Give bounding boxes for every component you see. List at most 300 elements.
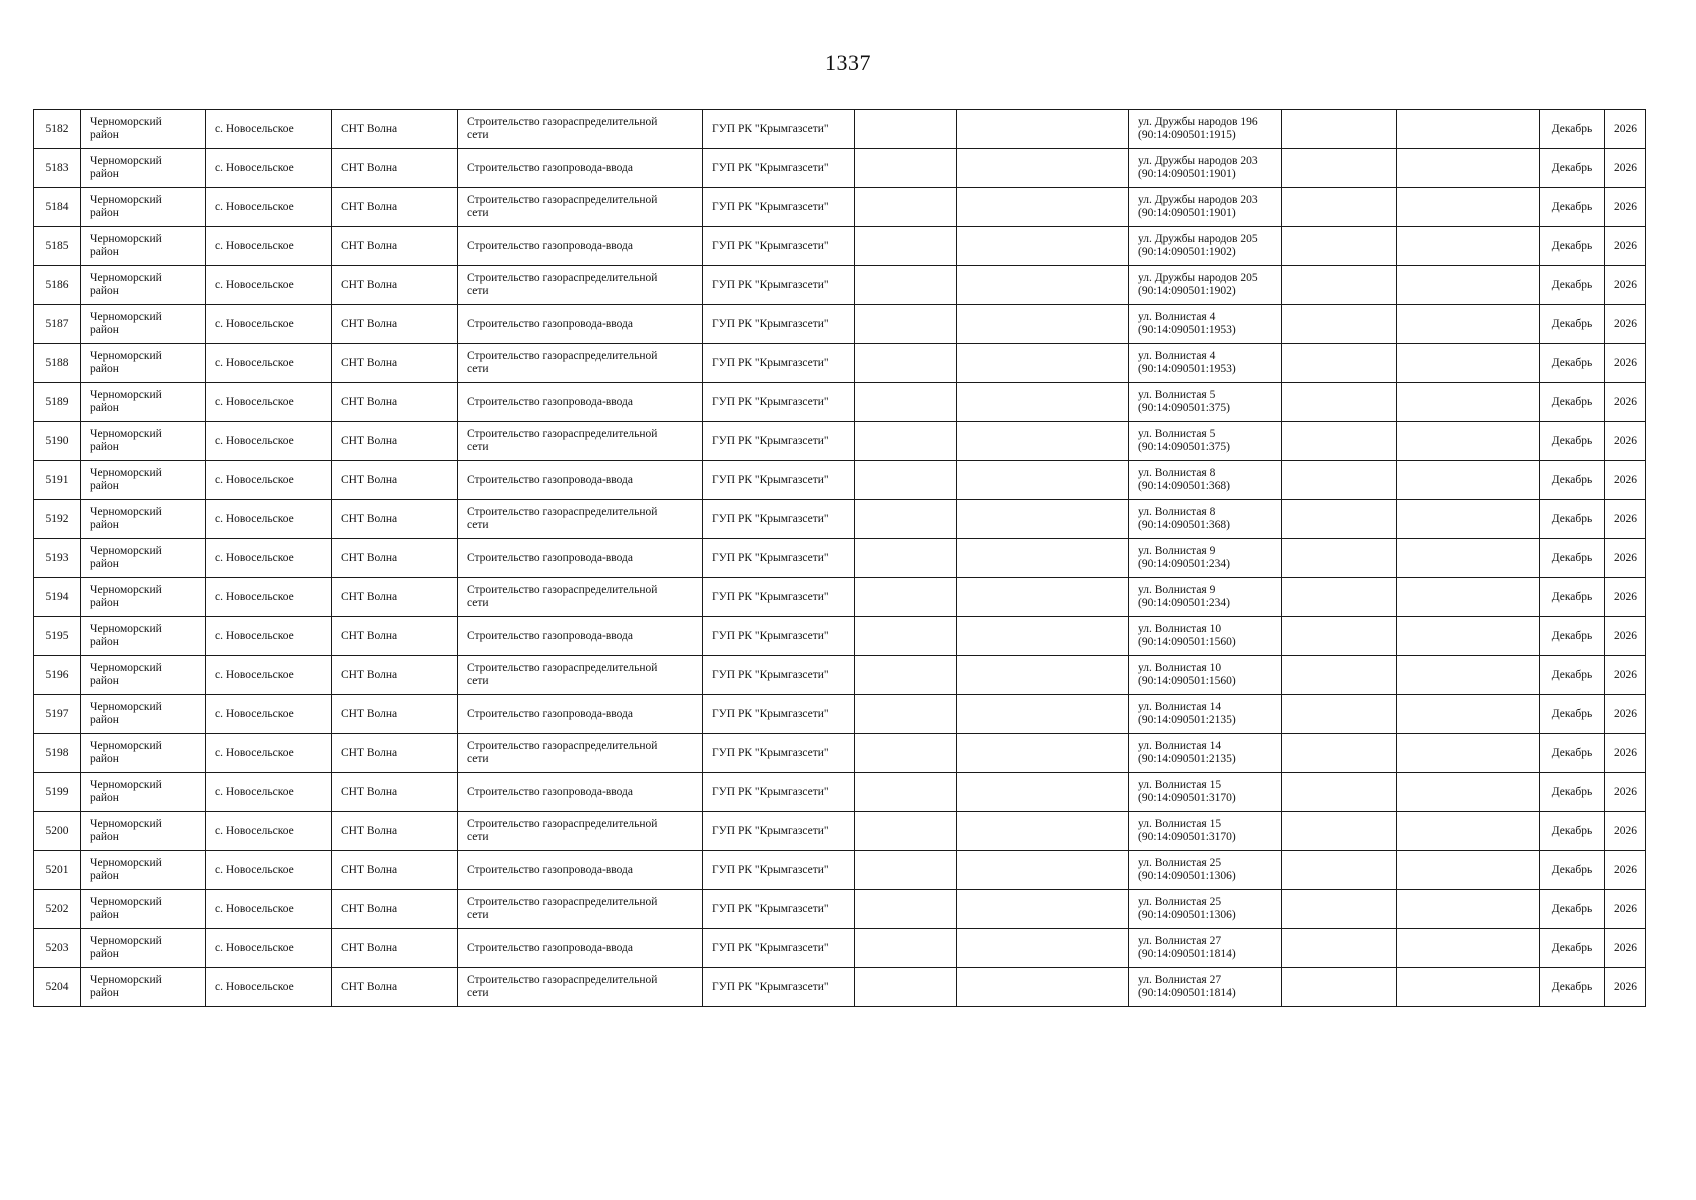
village-cell: с. Новосельское (206, 968, 332, 1007)
work-type-cell (458, 851, 703, 890)
empty-cell (1397, 695, 1540, 734)
empty-cell (855, 695, 957, 734)
empty-cell (957, 188, 1129, 227)
empty-cell (1282, 422, 1397, 461)
row-number-cell: 5185 (34, 227, 81, 266)
work-type-cell-line: Строительство газораспределительной (467, 116, 658, 128)
work-type-cell (458, 383, 703, 422)
village-cell: с. Новосельское (206, 422, 332, 461)
organization-cell: ГУП РК "Крымгазсети" (703, 383, 855, 422)
year-cell: 2026 (1605, 617, 1646, 656)
work-type-cell (458, 656, 703, 695)
district-cell-line: район (90, 675, 119, 687)
address-cell-line: (90:14:090501:3170) (1138, 831, 1236, 843)
snt-cell: СНТ Волна (332, 305, 458, 344)
address-cell-line: ул. Волнистая 8 (1138, 467, 1216, 479)
empty-cell (1282, 227, 1397, 266)
address-cell (1129, 461, 1282, 500)
empty-cell (1397, 500, 1540, 539)
district-cell-line: район (90, 441, 119, 453)
address-cell-line: (90:14:090501:234) (1138, 558, 1230, 570)
snt-cell: СНТ Волна (332, 344, 458, 383)
work-type-cell (458, 500, 703, 539)
address-cell-line: ул. Дружбы народов 203 (1138, 155, 1258, 167)
district-cell (81, 617, 206, 656)
village-cell: с. Новосельское (206, 890, 332, 929)
address-cell-line: (90:14:090501:1306) (1138, 870, 1236, 882)
work-type-cell-line: Строительство газораспределительной (467, 974, 658, 986)
row-number-cell: 5196 (34, 656, 81, 695)
address-cell (1129, 539, 1282, 578)
empty-cell (957, 734, 1129, 773)
month-cell: Декабрь (1540, 305, 1605, 344)
organization-cell: ГУП РК "Крымгазсети" (703, 890, 855, 929)
month-cell: Декабрь (1540, 578, 1605, 617)
work-type-cell-line: сети (467, 909, 489, 921)
organization-cell: ГУП РК "Крымгазсети" (703, 500, 855, 539)
organization-cell: ГУП РК "Крымгазсети" (703, 734, 855, 773)
district-cell-line: район (90, 168, 119, 180)
district-cell-line: район (90, 948, 119, 960)
empty-cell (957, 617, 1129, 656)
empty-cell (1397, 149, 1540, 188)
empty-cell (1397, 461, 1540, 500)
address-cell (1129, 149, 1282, 188)
address-cell-line: (90:14:090501:375) (1138, 402, 1230, 414)
village-cell: с. Новосельское (206, 227, 332, 266)
row-number-cell: 5199 (34, 773, 81, 812)
address-cell (1129, 968, 1282, 1007)
address-cell-line: (90:14:090501:375) (1138, 441, 1230, 453)
district-cell-line: район (90, 246, 119, 258)
row-number-cell: 5194 (34, 578, 81, 617)
month-cell: Декабрь (1540, 500, 1605, 539)
year-cell: 2026 (1605, 344, 1646, 383)
row-number-cell: 5189 (34, 383, 81, 422)
empty-cell (1282, 266, 1397, 305)
address-cell-line: (90:14:090501:1306) (1138, 909, 1236, 921)
empty-cell (1282, 500, 1397, 539)
address-cell-line: ул. Волнистая 8 (1138, 506, 1216, 518)
address-cell (1129, 617, 1282, 656)
work-type-cell-line: сети (467, 987, 489, 999)
empty-cell (1282, 305, 1397, 344)
district-cell-line: Черноморский (90, 194, 162, 206)
empty-cell (855, 851, 957, 890)
district-cell (81, 656, 206, 695)
village-cell: с. Новосельское (206, 656, 332, 695)
address-cell-line: ул. Волнистая 10 (1138, 623, 1222, 635)
district-cell-line: Черноморский (90, 584, 162, 596)
organization-cell: ГУП РК "Крымгазсети" (703, 539, 855, 578)
address-cell (1129, 695, 1282, 734)
month-cell: Декабрь (1540, 812, 1605, 851)
year-cell: 2026 (1605, 734, 1646, 773)
table-row (34, 851, 1646, 890)
work-type-cell-line: сети (467, 831, 489, 843)
village-cell: с. Новосельское (206, 929, 332, 968)
district-cell-line: район (90, 987, 119, 999)
work-type-cell-line: сети (467, 597, 489, 609)
district-cell-line: район (90, 129, 119, 141)
month-cell: Декабрь (1540, 266, 1605, 305)
organization-cell: ГУП РК "Крымгазсети" (703, 851, 855, 890)
address-cell-line: ул. Волнистая 5 (1138, 389, 1216, 401)
year-cell: 2026 (1605, 773, 1646, 812)
empty-cell (1282, 968, 1397, 1007)
row-number-cell: 5192 (34, 500, 81, 539)
village-cell: с. Новосельское (206, 734, 332, 773)
village-cell: с. Новосельское (206, 344, 332, 383)
row-number-cell: 5201 (34, 851, 81, 890)
address-cell (1129, 656, 1282, 695)
district-cell-line: Черноморский (90, 428, 162, 440)
table-row (34, 461, 1646, 500)
address-cell (1129, 305, 1282, 344)
work-type-cell-line: Строительство газопровода-ввода (467, 941, 633, 954)
empty-cell (957, 695, 1129, 734)
empty-cell (957, 773, 1129, 812)
village-cell: с. Новосельское (206, 305, 332, 344)
empty-cell (855, 227, 957, 266)
organization-cell: ГУП РК "Крымгазсети" (703, 656, 855, 695)
empty-cell (957, 656, 1129, 695)
empty-cell (957, 500, 1129, 539)
district-cell (81, 539, 206, 578)
empty-cell (1397, 812, 1540, 851)
empty-cell (1282, 383, 1397, 422)
row-number-cell: 5197 (34, 695, 81, 734)
address-cell-line: (90:14:090501:1814) (1138, 948, 1236, 960)
empty-cell (1397, 188, 1540, 227)
address-cell-line: ул. Волнистая 9 (1138, 545, 1216, 557)
address-cell-line: ул. Волнистая 27 (1138, 974, 1222, 986)
work-type-cell (458, 188, 703, 227)
row-number-cell: 5186 (34, 266, 81, 305)
work-type-cell (458, 305, 703, 344)
empty-cell (1282, 344, 1397, 383)
empty-cell (1397, 344, 1540, 383)
district-cell-line: Черноморский (90, 974, 162, 986)
work-type-cell-line: Строительство газопровода-ввода (467, 707, 633, 720)
village-cell: с. Новосельское (206, 188, 332, 227)
district-cell (81, 812, 206, 851)
address-cell-line: (90:14:090501:1560) (1138, 636, 1236, 648)
address-cell (1129, 578, 1282, 617)
address-cell-line: (90:14:090501:3170) (1138, 792, 1236, 804)
district-cell-line: Черноморский (90, 155, 162, 167)
empty-cell (957, 110, 1129, 149)
district-cell-line: Черноморский (90, 779, 162, 791)
work-type-cell (458, 266, 703, 305)
empty-cell (855, 578, 957, 617)
address-cell (1129, 929, 1282, 968)
address-cell (1129, 500, 1282, 539)
month-cell: Декабрь (1540, 344, 1605, 383)
district-cell (81, 500, 206, 539)
district-cell-line: Черноморский (90, 623, 162, 635)
district-cell (81, 149, 206, 188)
organization-cell: ГУП РК "Крымгазсети" (703, 773, 855, 812)
snt-cell: СНТ Волна (332, 383, 458, 422)
month-cell: Декабрь (1540, 461, 1605, 500)
village-cell: с. Новосельское (206, 812, 332, 851)
work-type-cell (458, 695, 703, 734)
district-cell-line: Черноморский (90, 740, 162, 752)
organization-cell: ГУП РК "Крымгазсети" (703, 461, 855, 500)
month-cell: Декабрь (1540, 695, 1605, 734)
address-cell-line: ул. Волнистая 4 (1138, 350, 1216, 362)
table-row (34, 344, 1646, 383)
address-cell (1129, 773, 1282, 812)
district-cell (81, 851, 206, 890)
snt-cell: СНТ Волна (332, 539, 458, 578)
table-row (34, 890, 1646, 929)
work-type-cell-line: сети (467, 519, 489, 531)
work-type-cell-line: Строительство газопровода-ввода (467, 239, 633, 252)
empty-cell (1397, 422, 1540, 461)
year-cell: 2026 (1605, 500, 1646, 539)
district-cell (81, 383, 206, 422)
month-cell: Декабрь (1540, 149, 1605, 188)
table-row (34, 968, 1646, 1007)
empty-cell (1282, 812, 1397, 851)
organization-cell: ГУП РК "Крымгазсети" (703, 344, 855, 383)
snt-cell: СНТ Волна (332, 968, 458, 1007)
table-row (34, 734, 1646, 773)
address-cell-line: ул. Волнистая 5 (1138, 428, 1216, 440)
work-type-cell-line: Строительство газораспределительной (467, 350, 658, 362)
work-type-cell-line: Строительство газопровода-ввода (467, 161, 633, 174)
village-cell: с. Новосельское (206, 578, 332, 617)
district-cell (81, 578, 206, 617)
empty-cell (957, 344, 1129, 383)
empty-cell (957, 266, 1129, 305)
empty-cell (1397, 617, 1540, 656)
empty-cell (1282, 929, 1397, 968)
address-cell (1129, 890, 1282, 929)
district-cell-line: Черноморский (90, 350, 162, 362)
month-cell: Декабрь (1540, 734, 1605, 773)
organization-cell: ГУП РК "Крымгазсети" (703, 305, 855, 344)
address-cell-line: ул. Волнистая 15 (1138, 818, 1222, 830)
work-type-cell-line: Строительство газопровода-ввода (467, 629, 633, 642)
snt-cell: СНТ Волна (332, 227, 458, 266)
district-cell (81, 227, 206, 266)
address-cell-line: ул. Дружбы народов 205 (1138, 272, 1258, 284)
district-cell-line: Черноморский (90, 116, 162, 128)
table-body (34, 110, 1646, 1007)
district-cell-line: район (90, 519, 119, 531)
empty-cell (1282, 656, 1397, 695)
work-type-cell (458, 734, 703, 773)
table-row (34, 305, 1646, 344)
work-type-cell (458, 968, 703, 1007)
work-type-cell (458, 149, 703, 188)
work-type-cell (458, 422, 703, 461)
year-cell: 2026 (1605, 539, 1646, 578)
empty-cell (855, 110, 957, 149)
address-cell (1129, 734, 1282, 773)
year-cell: 2026 (1605, 305, 1646, 344)
empty-cell (1282, 851, 1397, 890)
empty-cell (1397, 110, 1540, 149)
district-cell-line: район (90, 597, 119, 609)
empty-cell (957, 968, 1129, 1007)
snt-cell: СНТ Волна (332, 734, 458, 773)
snt-cell: СНТ Волна (332, 188, 458, 227)
month-cell: Декабрь (1540, 968, 1605, 1007)
year-cell: 2026 (1605, 890, 1646, 929)
address-cell-line: ул. Волнистая 9 (1138, 584, 1216, 596)
address-cell-line: ул. Волнистая 10 (1138, 662, 1222, 674)
year-cell: 2026 (1605, 812, 1646, 851)
district-cell (81, 890, 206, 929)
district-cell-line: Черноморский (90, 272, 162, 284)
address-cell (1129, 188, 1282, 227)
snt-cell: СНТ Волна (332, 656, 458, 695)
organization-cell: ГУП РК "Крымгазсети" (703, 110, 855, 149)
snt-cell: СНТ Волна (332, 695, 458, 734)
work-type-cell-line: Строительство газораспределительной (467, 662, 658, 674)
address-cell-line: ул. Волнистая 14 (1138, 701, 1222, 713)
table-row (34, 227, 1646, 266)
work-type-cell-line: Строительство газораспределительной (467, 818, 658, 830)
organization-cell: ГУП РК "Крымгазсети" (703, 266, 855, 305)
empty-cell (855, 617, 957, 656)
empty-cell (1397, 734, 1540, 773)
table-row (34, 656, 1646, 695)
row-number-cell: 5190 (34, 422, 81, 461)
empty-cell (957, 422, 1129, 461)
work-type-cell-line: сети (467, 285, 489, 297)
work-type-cell-line: Строительство газопровода-ввода (467, 395, 633, 408)
month-cell: Декабрь (1540, 890, 1605, 929)
empty-cell (855, 539, 957, 578)
address-cell-line: ул. Дружбы народов 196 (1138, 116, 1258, 128)
empty-cell (957, 890, 1129, 929)
row-number-cell: 5191 (34, 461, 81, 500)
work-type-cell-line: сети (467, 207, 489, 219)
empty-cell (1282, 188, 1397, 227)
empty-cell (1282, 695, 1397, 734)
organization-cell: ГУП РК "Крымгазсети" (703, 227, 855, 266)
work-type-cell-line: сети (467, 441, 489, 453)
work-type-cell-line: сети (467, 675, 489, 687)
empty-cell (855, 500, 957, 539)
address-cell (1129, 266, 1282, 305)
district-cell-line: Черноморский (90, 545, 162, 557)
table-row (34, 422, 1646, 461)
address-cell (1129, 110, 1282, 149)
work-type-cell (458, 461, 703, 500)
year-cell: 2026 (1605, 695, 1646, 734)
work-type-cell-line: Строительство газопровода-ввода (467, 473, 633, 486)
empty-cell (1282, 539, 1397, 578)
address-cell-line: (90:14:090501:2135) (1138, 714, 1236, 726)
month-cell: Декабрь (1540, 656, 1605, 695)
empty-cell (957, 851, 1129, 890)
empty-cell (1397, 929, 1540, 968)
empty-cell (1282, 773, 1397, 812)
address-cell-line: ул. Волнистая 4 (1138, 311, 1216, 323)
work-type-cell-line: сети (467, 129, 489, 141)
empty-cell (1282, 890, 1397, 929)
district-cell-line: Черноморский (90, 857, 162, 869)
district-cell (81, 695, 206, 734)
month-cell: Декабрь (1540, 539, 1605, 578)
address-cell-line: (90:14:090501:1901) (1138, 168, 1236, 180)
village-cell: с. Новосельское (206, 617, 332, 656)
work-type-cell-line: сети (467, 363, 489, 375)
month-cell: Декабрь (1540, 617, 1605, 656)
table-row (34, 500, 1646, 539)
row-number-cell: 5202 (34, 890, 81, 929)
address-cell-line: (90:14:090501:1901) (1138, 207, 1236, 219)
empty-cell (957, 461, 1129, 500)
empty-cell (1282, 149, 1397, 188)
row-number-cell: 5183 (34, 149, 81, 188)
empty-cell (957, 383, 1129, 422)
district-cell-line: район (90, 402, 119, 414)
page-number: 1337 (825, 50, 871, 75)
empty-cell (855, 149, 957, 188)
year-cell: 2026 (1605, 383, 1646, 422)
district-cell (81, 929, 206, 968)
row-number-cell: 5193 (34, 539, 81, 578)
district-cell-line: Черноморский (90, 506, 162, 518)
row-number-cell: 5188 (34, 344, 81, 383)
month-cell: Декабрь (1540, 227, 1605, 266)
address-cell (1129, 422, 1282, 461)
empty-cell (1282, 110, 1397, 149)
work-type-cell-line: Строительство газопровода-ввода (467, 785, 633, 798)
year-cell: 2026 (1605, 578, 1646, 617)
empty-cell (855, 968, 957, 1007)
snt-cell: СНТ Волна (332, 149, 458, 188)
row-number-cell: 5198 (34, 734, 81, 773)
district-cell-line: Черноморский (90, 311, 162, 323)
empty-cell (1397, 383, 1540, 422)
organization-cell: ГУП РК "Крымгазсети" (703, 695, 855, 734)
address-cell (1129, 383, 1282, 422)
address-cell-line: (90:14:090501:1560) (1138, 675, 1236, 687)
address-cell-line: (90:14:090501:1915) (1138, 129, 1236, 141)
district-cell-line: район (90, 753, 119, 765)
empty-cell (1282, 734, 1397, 773)
organization-cell: ГУП РК "Крымгазсети" (703, 812, 855, 851)
address-cell-line: ул. Волнистая 25 (1138, 896, 1222, 908)
organization-cell: ГУП РК "Крымгазсети" (703, 188, 855, 227)
year-cell: 2026 (1605, 656, 1646, 695)
table-row (34, 695, 1646, 734)
row-number-cell: 5184 (34, 188, 81, 227)
empty-cell (957, 812, 1129, 851)
address-cell (1129, 344, 1282, 383)
district-cell-line: Черноморский (90, 701, 162, 713)
address-cell-line: (90:14:090501:1902) (1138, 246, 1236, 258)
village-cell: с. Новосельское (206, 539, 332, 578)
work-type-cell (458, 929, 703, 968)
row-number-cell: 5195 (34, 617, 81, 656)
district-cell-line: район (90, 870, 119, 882)
address-cell-line: (90:14:090501:234) (1138, 597, 1230, 609)
district-cell-line: Черноморский (90, 389, 162, 401)
district-cell (81, 461, 206, 500)
organization-cell: ГУП РК "Крымгазсети" (703, 422, 855, 461)
month-cell: Декабрь (1540, 851, 1605, 890)
year-cell: 2026 (1605, 461, 1646, 500)
